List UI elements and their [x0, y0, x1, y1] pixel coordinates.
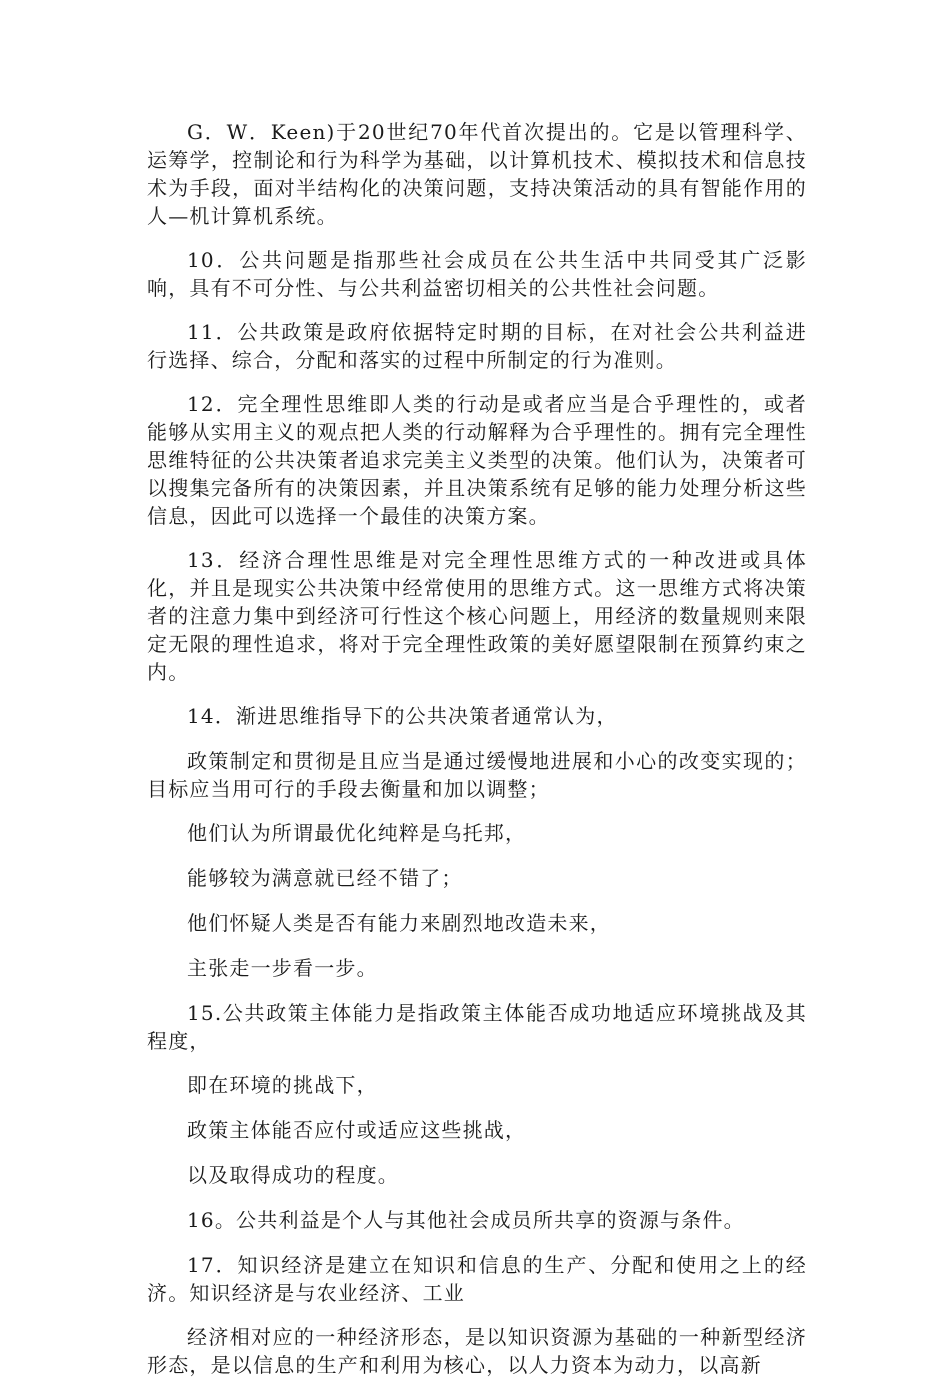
- paragraph-17-continued: 经济相对应的一种经济形态，是以知识资源为基础的一种新型经济形态，是以信息的生产和利用为核心，以人力资本为动力，以高新: [147, 1325, 807, 1377]
- paragraph-14-doubt: 他们怀疑人类是否有能力来剧烈地改造未来，: [187, 911, 611, 935]
- paragraph-17-knowledge-economy: 17．知识经济是建立在知识和信息的生产、分配和使用之上的经济。知识经济是与农业经济、工业: [147, 1253, 807, 1305]
- paragraph-15-subject-capacity: 15.公共政策主体能力是指政策主体能否成功地适应环境挑战及其程度，: [147, 1001, 807, 1053]
- paragraph-11-public-policy: 11．公共政策是政府依据特定时期的目标，在对社会公共利益进行选择、综合，分配和落实的过程中所制定的行为准则。: [147, 320, 807, 372]
- paragraph-15-cope: 政策主体能否应付或适应这些挑战，: [187, 1118, 527, 1142]
- paragraph-12-full-rationality: 12．完全理性思维即人类的行动是或者应当是合乎理性的，或者能够从实用主义的观点把人类的行动解释为合乎理性的。拥有完全理性思维特征的公共决策者追求完美主义类型的决策。他们认为，决策者可以搜集完备所有的决策因素，并且决策系统有足够的能力处理分析这些信息，因此可以选择一个最佳的决策方案。: [147, 392, 807, 528]
- paragraph-13-economic-rationality: 13．经济合理性思维是对完全理性思维方式的一种改进或具体化，并且是现实公共决策中经常使用的思维方式。这一思维方式将决策者的注意力集中到经济可行性这个核心问题上，用经济的数量规则来限定无限的理性追求，将对于完全理性政策的美好愿望限制在预算约束之内。: [147, 548, 807, 684]
- paragraph-16-public-interest: 16。公共利益是个人与其他社会成员所共享的资源与条件。: [187, 1208, 745, 1232]
- paragraph-14-step-by-step: 主张走一步看一步。: [187, 956, 378, 980]
- paragraph-10-public-issue: 10．公共问题是指那些社会成员在公共生活中共同受其广泛影响，具有不可分性、与公共利益密切相关的公共性社会问题。: [147, 248, 807, 300]
- paragraph-14-policy-making: 政策制定和贯彻是且应当是通过缓慢地进展和小心的改变实现的；目标应当用可行的手段去衡量和加以调整；: [147, 749, 807, 801]
- paragraph-15-success: 以及取得成功的程度。: [187, 1163, 399, 1187]
- document-page: [147, 118, 807, 1395]
- paragraph-14-utopia: 他们认为所谓最优化纯粹是乌托邦，: [187, 821, 527, 845]
- paragraph-15-challenge: 即在环境的挑战下，: [187, 1073, 378, 1097]
- paragraph-dss-definition: G．W．Keen)于20世纪70年代首次提出的。它是以管理科学、运筹学，控制论和行为科学为基础，以计算机技术、模拟技术和信息技术为手段，面对半结构化的决策问题，支持决策活动的具有智能作用的人—机计算机系统。: [147, 120, 807, 228]
- paragraph-14-satisfaction: 能够较为满意就已经不错了；: [187, 866, 463, 890]
- paragraph-14-incremental: 14．渐进思维指导下的公共决策者通常认为，: [187, 704, 618, 728]
